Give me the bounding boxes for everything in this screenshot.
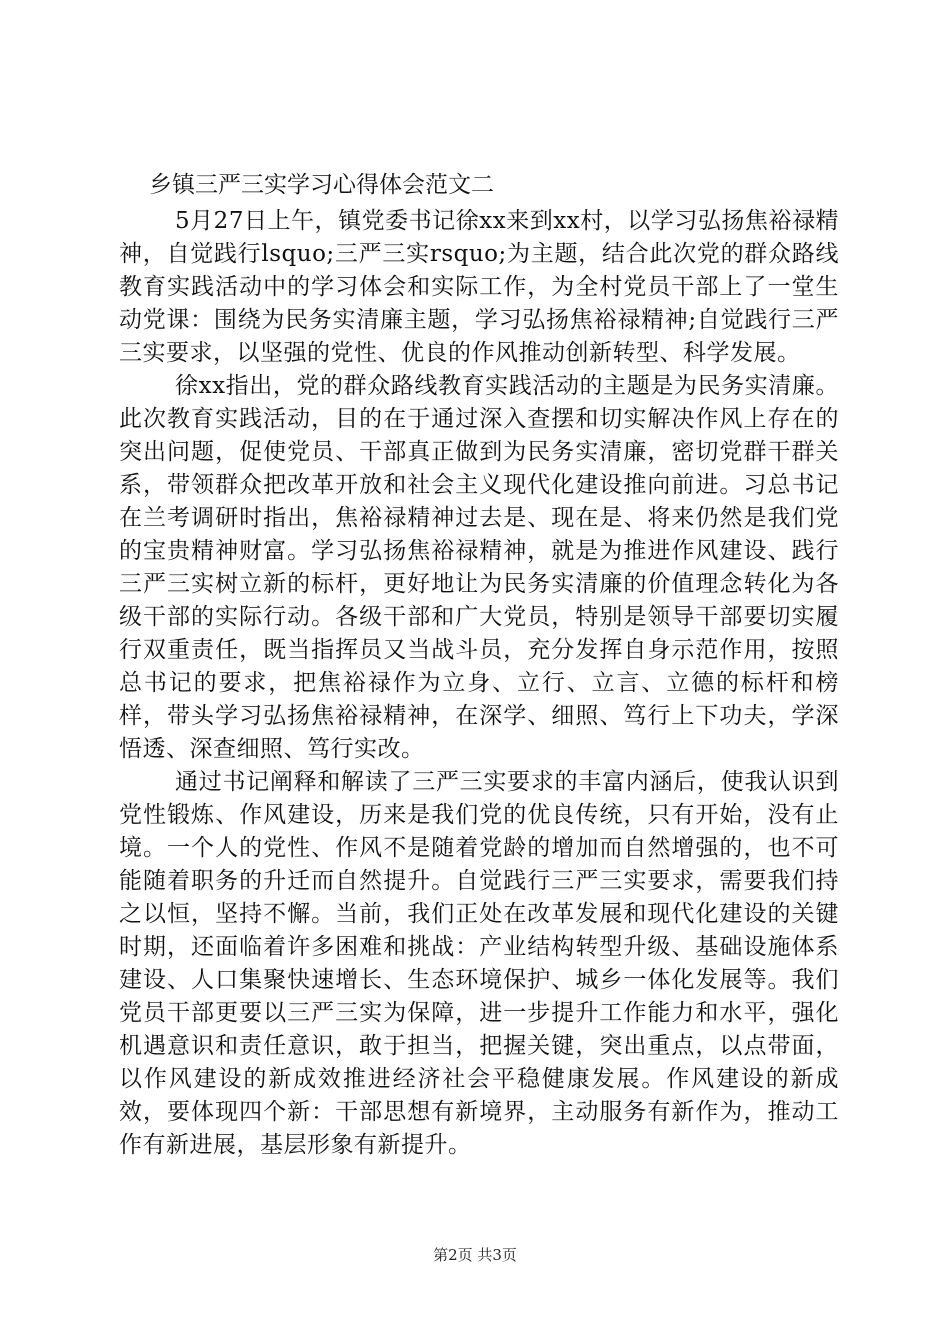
- page-footer: 第2页 共3页: [433, 1246, 517, 1264]
- document-title: 乡镇三严三实学习心得体会范文二: [149, 172, 494, 198]
- paragraph-3: 通过书记阐释和解读了三严三实要求的丰富内涵后，使我认识到党性锻炼、作风建设，历来是我们党的优良传统，只有开始，没有止境。一个人的党性、作风不是随着党龄的增加而自然增强的，也不可能随着职务的升迁而自然提升。自觉践行三严三实要求，需要我们持之以恒，坚持不懈。当前，我们正处在改革发展和现代化建设的关键时期，还面临着许多困难和挑战：产业结构转型升级、基础设施体系建设、人口集聚快速增长、生态环境保护、城乡一体化发展等。我们党员干部更要以三严三实为保障，进一步提升工作能力和水平，强化机遇意识和责任意识，敢于担当，把握关键，突出重点，以点带面，以作风建设的新成效推进经济社会平稳健康发展。作风建设的新成效，要体现四个新：干部思想有新境界，主动服务有新作为，推动工作有新进展，基层形象有新提升。: [119, 769, 839, 1158]
- paragraph-2: 徐xx指出，党的群众路线教育实践活动的主题是为民务实清廉。此次教育实践活动，目的在于通过深入查摆和切实解决作风上存在的突出问题，促使党员、干部真正做到为民务实清廉，密切党群干群关系，带领群众把改革开放和社会主义现代化建设推向前进。习总书记在兰考调研时指出，焦裕禄精神过去是、现在是、将来仍然是我们党的宝贵精神财富。学习弘扬焦裕禄精神，就是为推进作风建设、践行三严三实树立新的标杆，更好地让为民务实清廉的价值理念转化为各级干部的实际行动。各级干部和广大党员，特别是领导干部要切实履行双重责任，既当指挥员又当战斗员，充分发挥自身示范作用，按照总书记的要求，把焦裕禄作为立身、立行、立言、立德的标杆和榜样，带头学习弘扬焦裕禄精神，在深学、细照、笃行上下功夫，学深悟透、深查细照、笃行实改。: [119, 373, 839, 762]
- document-body: [119, 165, 839, 1162]
- paragraph-1: 5月27日上午，镇党委书记徐xx来到xx村，以学习弘扬焦裕禄精神，自觉践行lsquo;三严三实rsquo;为主题，结合此次党的群众路线教育实践活动中的学习体会和实际工作，为全村党员干部上了一堂生动党课：围绕为民务实清廉主题，学习弘扬焦裕禄精神;自觉践行三严三实要求，以坚强的党性、优良的作风推动创新转型、科学发展。: [119, 208, 839, 366]
